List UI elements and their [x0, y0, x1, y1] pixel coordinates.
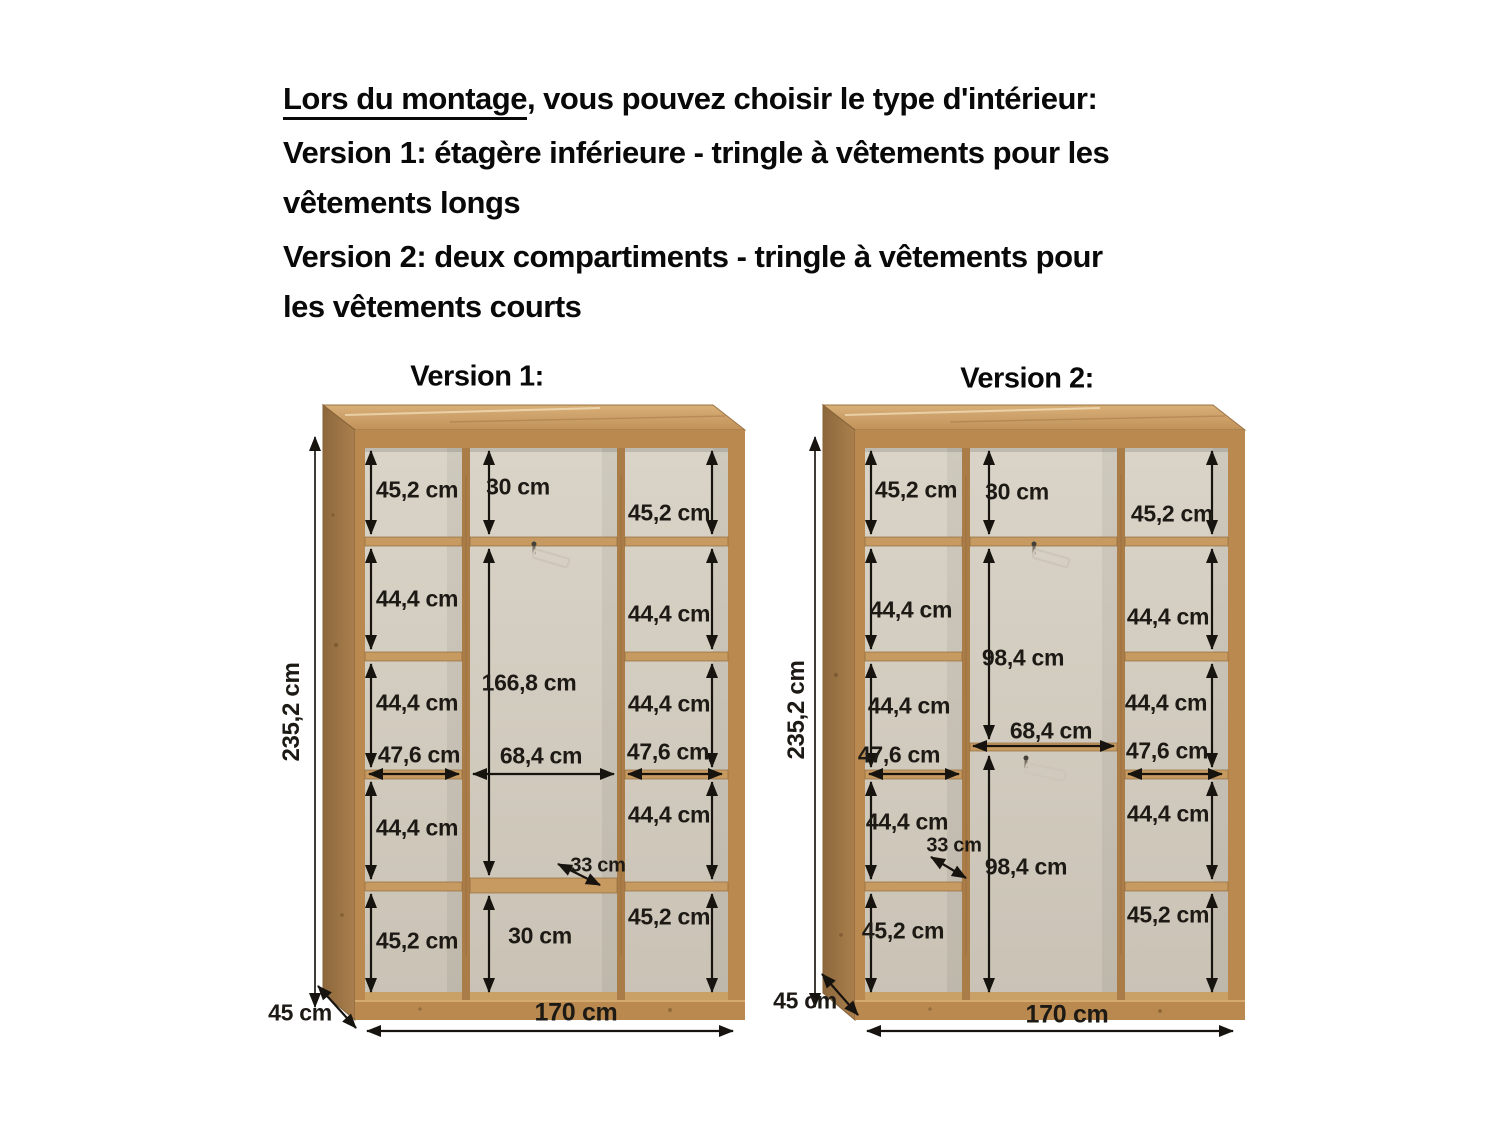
dim-v1-right-c2: 44,4 cm	[627, 600, 711, 627]
dim-v2-overall-height: 235,2 cm	[783, 660, 810, 760]
intro-line	[283, 74, 1273, 124]
dim-v1-middle-bottom: 30 cm	[508, 922, 572, 949]
dim-v2-middle-width: 68,4 cm	[1009, 717, 1093, 744]
dim-v2-left-width: 47,6 cm	[857, 741, 941, 768]
dim-v1-middle-top: 30 cm	[486, 473, 550, 500]
wardrobe-diagram-v2	[770, 395, 1260, 1075]
dim-v2-middle-lower: 98,4 cm	[984, 853, 1068, 880]
dim-v2-overall-depth: 45 cm	[773, 987, 837, 1014]
dim-v2-right-c3: 44,4 cm	[1124, 689, 1208, 716]
dim-v2-left-c5: 45,2 cm	[861, 917, 945, 944]
intro-rest-text: , vous pouvez choisir le type d'intérieur:	[526, 81, 1098, 116]
dim-v2-right-c4: 44,4 cm	[1126, 800, 1210, 827]
version1-description-line2: vêtements longs	[283, 185, 521, 220]
wardrobe-diagram-v1	[270, 395, 760, 1075]
dim-v1-right-c4: 44,4 cm	[627, 801, 711, 828]
dim-v2-left-c1: 45,2 cm	[874, 476, 958, 503]
dim-v1-middle-shelf-depth: 33 cm	[570, 854, 626, 877]
version2-title: Version 2:	[960, 362, 1094, 395]
dim-v2-middle-top: 30 cm	[985, 478, 1049, 505]
dim-v2-left-c3: 44,4 cm	[867, 692, 951, 719]
dim-v1-middle-main: 166,8 cm	[481, 669, 577, 696]
version2-description-line1: Version 2: deux compartiments - tringle à vêtements pour	[283, 239, 1103, 274]
dim-v1-left-c1: 45,2 cm	[375, 476, 459, 503]
dim-v1-overall-width: 170 cm	[534, 998, 618, 1027]
dim-v1-right-width: 47,6 cm	[626, 738, 710, 765]
dim-v2-left-c4: 44,4 cm	[865, 808, 949, 835]
dim-v1-left-c2: 44,4 cm	[375, 585, 459, 612]
version2-description-line2: les vêtements courts	[283, 289, 582, 324]
instructions-header	[283, 74, 1273, 332]
dim-v1-left-c3: 44,4 cm	[375, 689, 459, 716]
version1-description-line1: Version 1: étagère inférieure - tringle à vêtements pour les	[283, 135, 1110, 170]
dim-v2-left-c2: 44,4 cm	[869, 596, 953, 623]
dim-v2-right-c1: 45,2 cm	[1130, 500, 1214, 527]
dim-v2-right-c5: 45,2 cm	[1126, 901, 1210, 928]
dim-v1-overall-depth: 45 cm	[268, 999, 332, 1026]
dim-v1-right-c3: 44,4 cm	[627, 690, 711, 717]
dim-v1-right-c1: 45,2 cm	[627, 499, 711, 526]
dim-v1-right-c5: 45,2 cm	[627, 903, 711, 930]
dim-v2-overall-width: 170 cm	[1025, 1000, 1109, 1029]
dim-v2-right-width: 47,6 cm	[1125, 737, 1209, 764]
dim-v1-left-c5: 45,2 cm	[375, 927, 459, 954]
dim-v2-right-c2: 44,4 cm	[1126, 603, 1210, 630]
version1-title: Version 1:	[410, 360, 544, 393]
dim-v2-middle-upper: 98,4 cm	[981, 644, 1065, 671]
dim-v1-middle-width: 68,4 cm	[499, 742, 583, 769]
dim-v2-middle-shelf-depth: 33 cm	[926, 834, 982, 857]
dim-v1-left-width: 47,6 cm	[377, 741, 461, 768]
dim-v1-overall-height: 235,2 cm	[278, 662, 305, 762]
intro-underlined-text: Lors du montage	[283, 81, 527, 120]
dim-v1-left-c4: 44,4 cm	[375, 814, 459, 841]
